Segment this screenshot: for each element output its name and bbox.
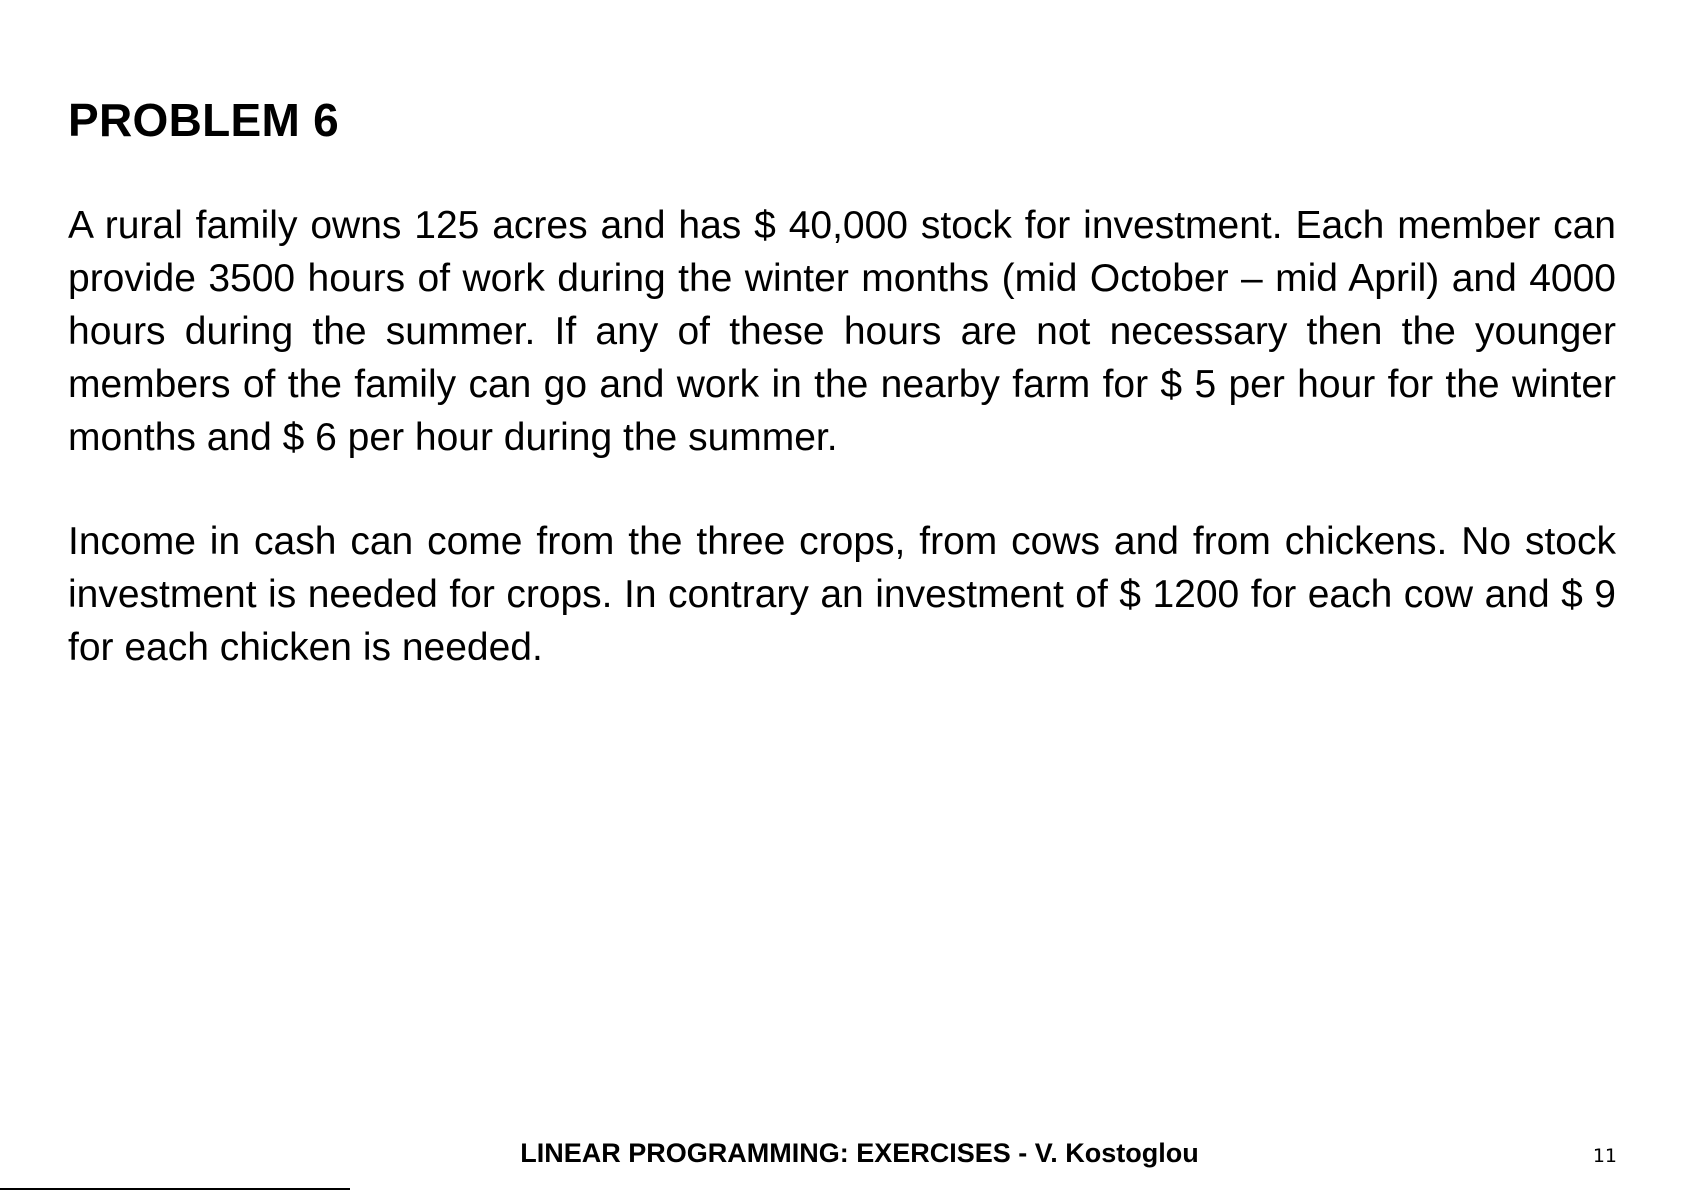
problem-paragraph-2: Income in cash can come from the three crops, from cows and from chickens. No stock investment is needed for crops. In contrary an investment of $ 1200 for each cow and $ 9 for each chicken is needed.: [68, 520, 1616, 669]
problem-paragraph-1: A rural family owns 125 acres and has $ 40,000 stock for investment. Each member can provide 3500 hours of work during the winter months (mid October – mid April) and 4000 hours during the summer. If any of these hours are not necessary then the younger members of the family can go and work in the nearby farm for $ 5 per hour for the winter months and $ 6 per hour during the summer.: [68, 204, 1616, 459]
footer-divider: [0, 1188, 350, 1190]
problem-title: PROBLEM 6: [68, 94, 340, 146]
page-number: 11: [1592, 1145, 1617, 1167]
footer-title: LINEAR PROGRAMMING: EXERCISES - V. Kostoglou: [520, 1138, 1199, 1168]
